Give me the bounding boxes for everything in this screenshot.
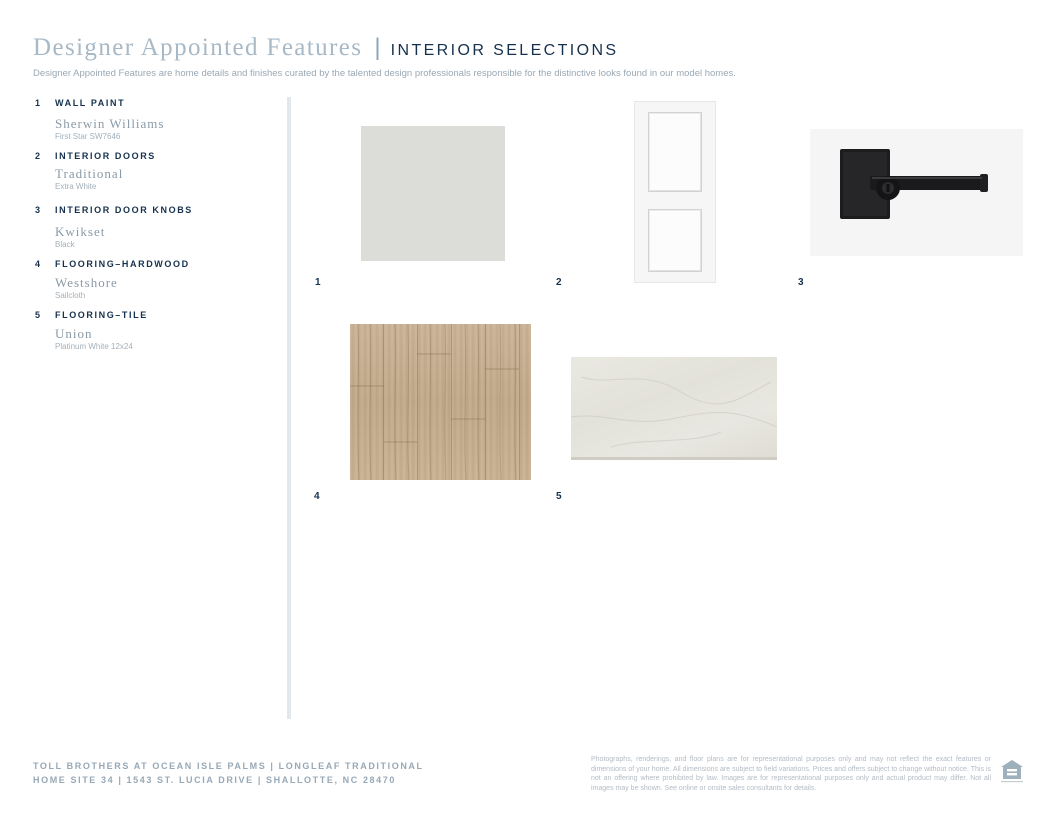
swatch-number: 4 [314, 491, 320, 502]
selection-category: INTERIOR DOOR KNOBS [55, 205, 193, 215]
selection-category: FLOORING–HARDWOOD [55, 259, 190, 269]
page-header [33, 34, 1033, 79]
selection-category: FLOORING–TILE [55, 310, 148, 320]
selection-spec: Extra White [55, 182, 97, 191]
selection-spec: Platinum White 12x24 [55, 342, 133, 351]
selection-number: 2 [35, 151, 41, 161]
door-lever-icon [810, 129, 1023, 256]
wood-grain-icon [350, 324, 531, 480]
selection-spec: First Star SW7646 [55, 132, 121, 141]
selection-spec: Sailcloth [55, 291, 86, 300]
door-image [634, 101, 716, 283]
community-line: TOLL BROTHERS AT OCEAN ISLE PALMS | LONGLEAF TRADITIONAL [33, 761, 424, 771]
selection-number: 3 [35, 205, 41, 215]
page-title: Designer Appointed Features [33, 34, 363, 61]
selection-number: 4 [35, 259, 41, 269]
title-row [33, 34, 1033, 62]
selection-number: 1 [35, 98, 41, 108]
homesite-line: HOME SITE 34 | 1543 ST. LUCIA DRIVE | SHALLOTTE, NC 28470 [33, 775, 396, 785]
selection-category: INTERIOR DOORS [55, 151, 156, 161]
swatch-number: 3 [798, 277, 804, 288]
swatch-number: 2 [556, 277, 562, 288]
door-panel-bottom [648, 209, 702, 272]
selection-brand: Union [55, 326, 93, 341]
swatch-number: 1 [315, 277, 321, 288]
selection-brand: Kwikset [55, 224, 106, 239]
tile-edge [571, 457, 777, 460]
selection-brand: Sherwin Williams [55, 116, 165, 131]
equal-housing-opportunity-icon [999, 758, 1025, 784]
vertical-divider [287, 97, 291, 719]
hardwood-sample [350, 324, 531, 480]
intro-text: Designer Appointed Features are home details and finishes curated by the talented design professionals responsible for the distinctive looks found in our model homes. [33, 68, 736, 79]
selection-number: 5 [35, 310, 41, 320]
title-separator: | [374, 34, 381, 61]
community-info [33, 759, 424, 787]
page-subtitle: INTERIOR SELECTIONS [390, 42, 619, 59]
swatch-number: 5 [556, 491, 562, 502]
door-panel-top [648, 112, 702, 192]
marble-veins-icon [571, 357, 777, 457]
selection-brand: Westshore [55, 275, 118, 290]
tile-sample [571, 357, 777, 460]
paint-swatch [361, 126, 505, 261]
disclaimer-text: Photographs, renderings, and floor plans are for representational purposes only and may not reflect the exact features or dimensions of your home. All dimensions are subject to field variations. Prices and offers subject to change without notice. This is not an offering where prohibited by law. Images are for representational purposes only and actual product may differ. Not all images may be shown. See online or onsite sales consultants for details. [591, 756, 991, 792]
door-knob-image [810, 129, 1023, 256]
selection-category: WALL PAINT [55, 98, 126, 108]
selection-spec: Black [55, 240, 75, 249]
selection-brand: Traditional [55, 166, 124, 181]
